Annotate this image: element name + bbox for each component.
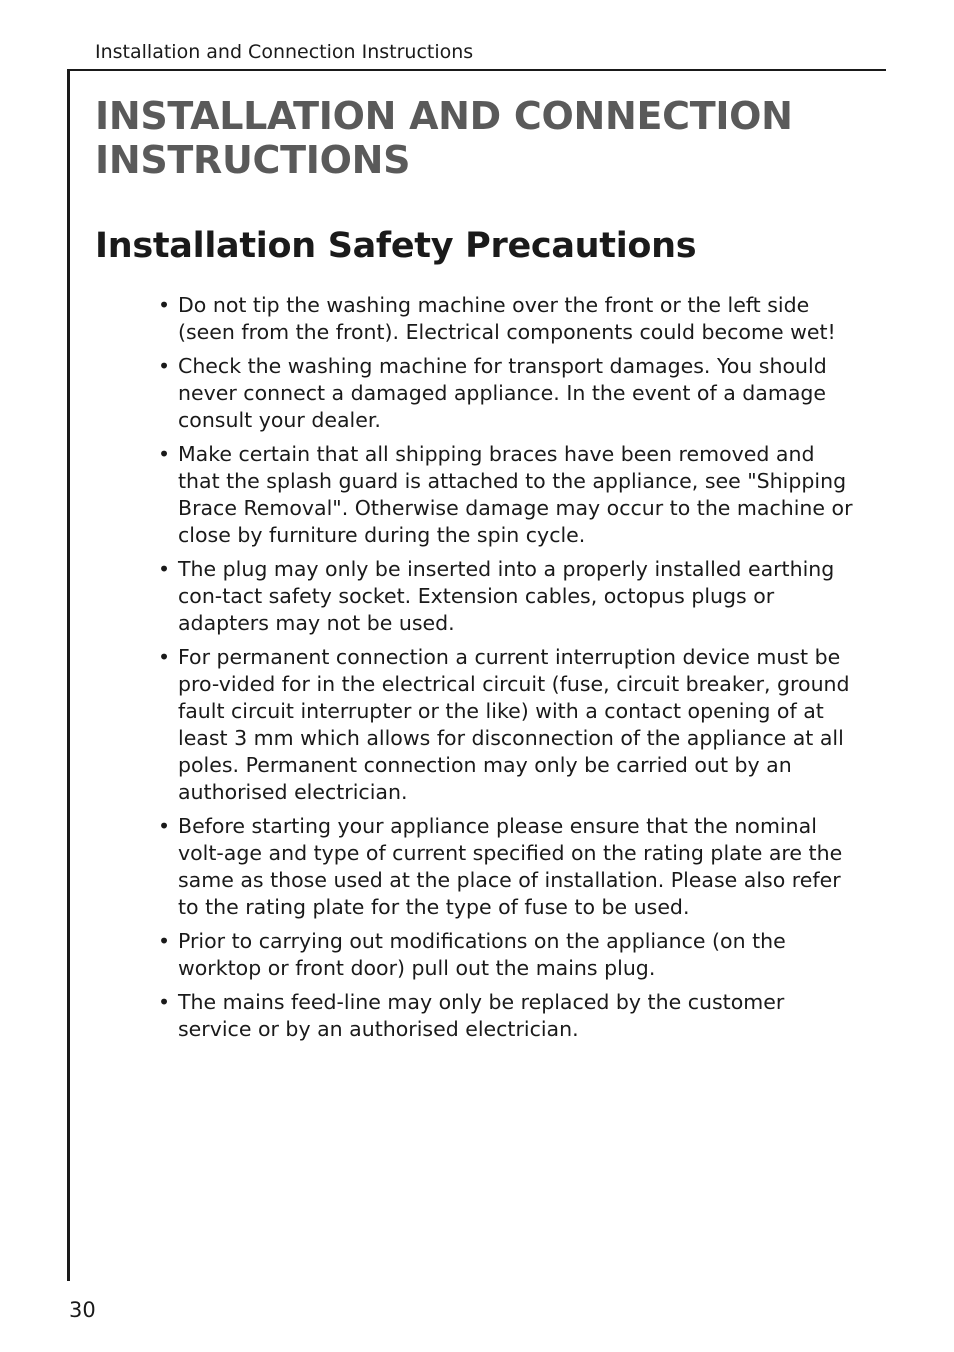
header-rule — [69, 69, 886, 71]
bullet-icon: • — [158, 557, 171, 581]
list-item-text: Check the washing machine for transport damages. You should never connect a damaged appliance. In the event of a damage consult your dealer. — [178, 354, 827, 432]
running-header: Installation and Connection Instructions — [95, 41, 474, 63]
list-item — [158, 989, 858, 1043]
chapter-title-line-2: INSTRUCTIONS — [95, 138, 411, 182]
list-item — [158, 556, 858, 637]
margin-rule — [67, 69, 70, 1281]
bullet-icon: • — [158, 645, 171, 669]
list-item — [158, 292, 858, 346]
chapter-title — [95, 94, 855, 182]
list-item — [158, 353, 858, 434]
list-item-text: The mains feed-line may only be replaced by the customer service or by an authorised electrician. — [178, 990, 785, 1041]
bullet-icon: • — [158, 814, 171, 838]
list-item — [158, 928, 858, 982]
chapter-title-line-1: INSTALLATION AND CONNECTION — [95, 94, 793, 138]
bullet-icon: • — [158, 442, 171, 466]
list-item-text: For permanent connection a current interruption device must be pro-vided for in the electrical circuit (fuse, circuit breaker, ground fault circuit interrupter or the like) with a contact opening of at least 3 mm which allows for disconnection of the appliance at all poles. Permanent connection may only be carried out by an authorised electrician. — [178, 645, 850, 804]
list-item-text: Before starting your appliance please ensure that the nominal volt-age and type of current specified on the rating plate are the same as those used at the place of installation. Please also refer to the rating plate for the type of fuse to be used. — [178, 814, 843, 919]
list-item — [158, 644, 858, 806]
list-item — [158, 813, 858, 921]
bullet-icon: • — [158, 354, 171, 378]
precautions-list — [158, 292, 858, 1050]
list-item-text: The plug may only be inserted into a properly installed earthing con-tact safety socket. Extension cables, octopus plugs or adapters may not be used. — [178, 557, 835, 635]
list-item — [158, 441, 858, 549]
page-number: 30 — [69, 1298, 96, 1322]
bullet-icon: • — [158, 990, 171, 1014]
bullet-icon: • — [158, 929, 171, 953]
list-item-text: Prior to carrying out modifications on the appliance (on the worktop or front door) pull out the mains plug. — [178, 929, 786, 980]
section-title: Installation Safety Precautions — [95, 226, 697, 266]
list-item-text: Do not tip the washing machine over the front or the left side (seen from the front). Electrical components could become wet! — [178, 293, 836, 344]
bullet-icon: • — [158, 293, 171, 317]
list-item-text: Make certain that all shipping braces have been removed and that the splash guard is attached to the appliance, see "Shipping Brace Removal". Otherwise damage may occur to the machine or close by furniture during the spin cycle. — [178, 442, 853, 547]
